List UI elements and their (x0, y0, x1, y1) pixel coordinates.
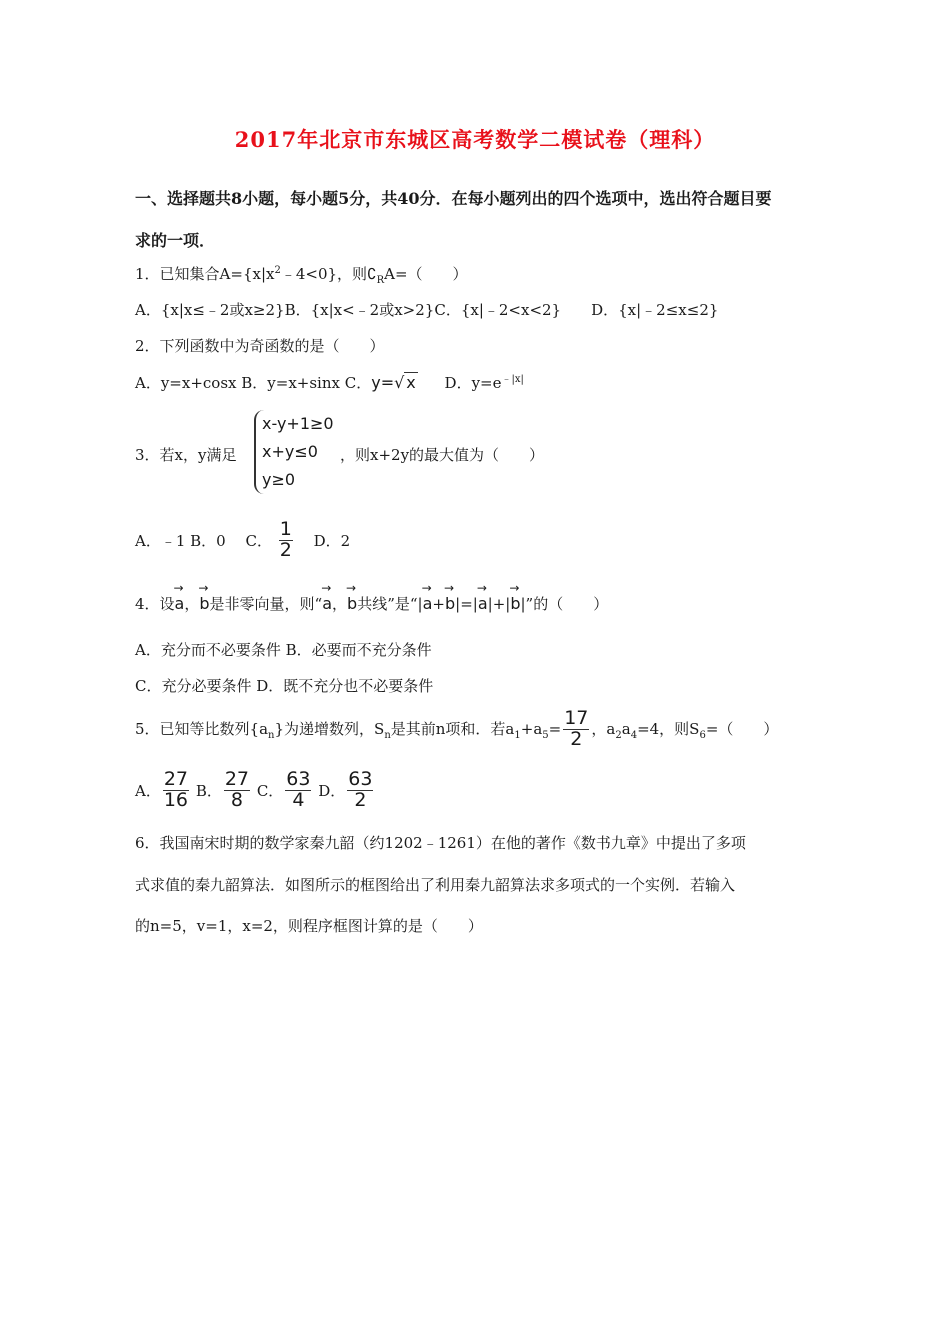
vector-a: → a (322, 590, 332, 613)
vector-b: → b (199, 590, 209, 613)
question-1-options: A．{x|x≤﹣2或x≥2}B．{x|x<﹣2或x>2}C．{x|﹣2<x<2} D．{x|﹣2≤x≤2} (135, 301, 719, 319)
vector-a: → a (478, 590, 488, 613)
question-6-line2: 式求值的秦九韶算法．如图所示的框图给出了利用秦九韶算法求多项式的一个实例．若输入 (135, 876, 736, 894)
question-6-line3: 的n=5，v=1，x=2，则程序框图计算的是（ ） (135, 917, 483, 935)
question-4-options-line1: A．充分而不必要条件 B．必要而不充分条件 (135, 641, 432, 659)
question-3-stem-b: ，则x+2y的最大值为（ ） (340, 446, 545, 464)
question-1-stem: 1．已知集合$A=\{x|x^2﹣4<0\}$，则$∁_RA=$（ ） (135, 265, 468, 286)
question-3-options: A．﹣1 B．0 C． $\frac{1}{2}$ D．2 (135, 518, 351, 561)
question-2-stem: 2．下列函数中为奇函数的是（ ） (135, 337, 385, 355)
question-4-options-line2: C．充分必要条件 D．既不充分也不必要条件 (135, 677, 434, 695)
section-heading-line2: 求的一项． (135, 231, 216, 250)
option-d-fraction: $\frac{63}{2}$ (348, 768, 373, 811)
question-2-options: A．y=x+cosx B．y=x+sinx C．y=√ x D．$y=e^{﹣|x|}$ (135, 373, 524, 392)
fraction-one-half: $\frac{1}{2}$ (279, 518, 292, 561)
vector-b: → b (445, 590, 455, 613)
vector-b: → b (510, 590, 520, 613)
constraint-3: y≥0 (262, 470, 296, 489)
question-6-line1: 6．我国南宋时期的数学家秦九韶（约1202﹣1261）在他的著作《数书九章》中提出了多项 (135, 834, 746, 852)
page-title: 2017年北京市东城区高考数学二模试卷（理科） (234, 127, 716, 152)
question-3-stem-a: 3．若x，y满足 (135, 446, 237, 464)
option-c-fraction: $\frac{63}{4}$ (286, 768, 311, 811)
fraction-17-over-2: $\frac{17}{2}$ (564, 707, 589, 750)
question-5-options: A． $\frac{27}{16}$ B． $\frac{27}{8}$ C． $\frac{63}{4}$ D． $\frac{63}{2}$ (135, 768, 373, 811)
constraint-1: x-y+1≥0 (262, 414, 334, 433)
question-4-stem: 4．设→ a，→ b是非零向量，则“→ a，→ b共线”是“|→ a+→ b|=|→ a|+|→ b|”的（ ） (135, 590, 608, 614)
constraint-2: x+y≤0 (262, 442, 318, 461)
section-heading-line1: 一、选择题共8小题，每小题5分，共40分．在每小题列出的四个选项中，选出符合题目要 (135, 189, 772, 208)
vector-a: → a (423, 590, 433, 613)
vector-b: → b (347, 590, 357, 613)
question-5-stem: 5．已知等比数列$\{a_n\}$为递增数列，$S_n$是其前n项和．若$a_1+a_5=$ $\frac{17}{2}$ ，$a_2a_4=4$，则$S_6=$（ ） (135, 707, 779, 750)
option-b-fraction: $\frac{27}{8}$ (224, 768, 250, 811)
vector-a: → a (175, 590, 185, 613)
option-a-fraction: $\frac{27}{16}$ (163, 768, 189, 811)
sqrt-formula: y=√ x (371, 373, 416, 392)
constraint-system (254, 410, 334, 494)
